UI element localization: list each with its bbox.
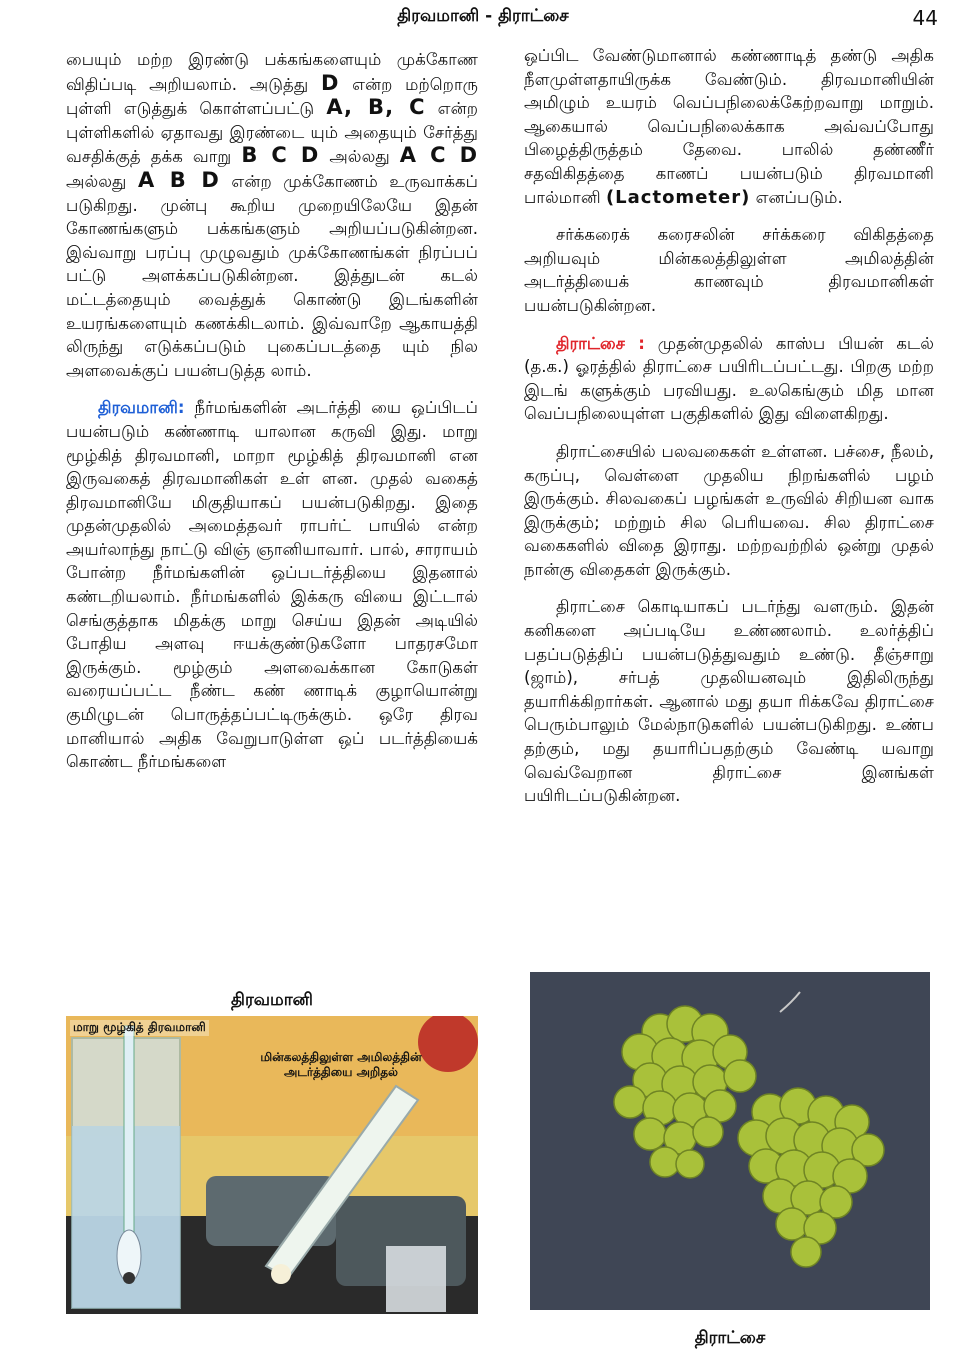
point-label: B C D <box>241 143 320 168</box>
text-run: என்ற புள்ளிகளில் ஏதாவது இரண்டை யும் அதையும் சேர்த்து வசதிக்குத் தக்க வாறு <box>66 99 478 167</box>
text-run: என்ற முக்கோணம் உருவாக்கப் படுகிறது. முன்பு கூறிய முறையிலேயே இதன் கோணங்களும் பக்கங்களும் அறியப்படுகின்றன. இவ்வாறு பரப்பு முழுவதும் முக்கோணங்கள் நிரப்பப் பட்டு அளக்கப்படுகின்றன. இத்துடன் கடல் மட்டத்தையும் வைத்துக் கொண்டு இடங்களின் உயரங்களையும் கணக்கிடலாம். இவ்வாறே ஆகாயத்தி லிருந்து எடுக்கப்படும் புகைப்படத்தை யும் நில அளவைக்குப் பயன்படுத்த லாம். <box>66 171 478 380</box>
text-run: அல்லது <box>329 147 390 167</box>
paragraph-uses: சர்க்கரைக் கரைசலின் சர்க்கரை விகிதத்தை அறியவும் மின்கலத்திலுள்ள அமிலத்தின் அடர்த்தியைக் காணவும் திரவமானிகள் பயன்படுகின்றன. <box>524 225 934 315</box>
text-run: அல்லது <box>66 171 127 191</box>
paragraph-grape-uses: திராட்சை கொடியாகப் படர்ந்து வளரும். இதன் கனிகளை அப்படியே உண்ணலாம். உலர்த்திப் பதப்படுத்திப் பயன்படுத்துவதும் உண்டு. தீஞ்சாறு (ஜாம்), சர்பத் முதலியனவும் இதிலிருந்து தயாரிக்கிறார்கள். ஆனால் மது தயா ரிக்கவே திராட்சை பெரும்பாலும் மேல்நாடுகளில் பயன்படுகிறது. உண்ப தற்கும், மது தயாரிப்பதற்கும் வேண்டி யவாறு வெவ்வேறான திராட்சை இனங்கள் பயிரிடப்படுகின்றன. <box>524 597 934 806</box>
text-run: என்ற மற்றொரு புள்ளி எடுத்துக் கொள்ளப்பட்டு <box>66 74 479 119</box>
paragraph-lactometer <box>524 44 934 209</box>
point-label: A C D <box>399 143 479 168</box>
grapes-caption: திராட்சை <box>694 1328 766 1348</box>
hydrometer-label-battery: மின்கலத்திலுள்ள அமிலத்தின் அடர்த்தியை அறிதல் <box>260 1050 422 1079</box>
lactometer-term: (Lactometer) <box>605 186 751 208</box>
hydrometer-photo <box>66 1016 478 1314</box>
right-column <box>524 44 934 822</box>
point-label: D <box>320 70 340 95</box>
text-run: முதன்முதலில் காஸ்ப பியன் கடல் (த.க.) ஓரத்தில் திராட்சை பயிரிடப்பட்டது. பிறகு மற்ற இடங் களுக்கும் பரவியது. உலகெங்கும் மித மான வெப்பநிலையுள்ள பகுதிகளில் இது விளைகிறது. <box>524 333 934 424</box>
text-run: ஒப்பிட வேண்டுமானால் கண்ணாடித் தண்டு அதிக நீளமுள்ளதாயிருக்க வேண்டும். திரவமானியின் அமிழும் உயரம் வெப்பநிலைக்கேற்றவாறு மாறும். ஆகையால் வெப்பநிலைக்காக அவ்வப்போது பிழைத்திருத்தம் தேவை. பாலில் தண்ணீர் சதவிகிதத்தை காணப் பயன்படும் திரவமானி பால்மானி <box>524 46 934 207</box>
paragraph-hydrometer <box>66 396 478 774</box>
hydrometer-caption: திரவமானி <box>231 990 313 1010</box>
point-label: A B D <box>137 167 220 192</box>
point-label: A, B, C <box>326 95 426 120</box>
paragraph-grape-varieties: திராட்சையில் பலவகைகள் உள்ளன. பச்சை, நீலம், கருப்பு, வெள்ளை முதலிய நிறங்களில் பழம் இருக்கும். சிலவகைப் பழங்கள் உருவில் சிறியன வாக இருக்கும்; மற்றும் சில பெரியவை. சில திராட்சை வகைகளில் விதை இராது. மற்றவற்றில் ஒன்று முதல் நான்கு விதைகள் இருக்கும். <box>524 441 934 579</box>
entry-term: திராட்சை : <box>556 333 645 353</box>
left-column <box>66 48 478 788</box>
grapes-photo <box>530 972 930 1310</box>
page-header <box>0 6 966 36</box>
text-run: பையும் மற்ற இரண்டு பக்கங்களையும் முக்கோண விதிப்படி அறியலாம். அடுத்து <box>66 50 478 94</box>
paragraph-grapes <box>524 332 934 426</box>
page-number: 44 <box>912 6 938 30</box>
grapes-illustration <box>530 972 930 1310</box>
paragraph-triangulation <box>66 48 478 382</box>
page-title: திரவமானி - திராட்சை <box>397 6 569 26</box>
text-run: நீர்மங்களின் அடர்த்தி யை ஒப்பிடப் பயன்படும் கண்ணாடி யாலான கருவி இது. மாறு மூழ்கித் திரவமானி, மாறா மூழ்கித் திரவமானி என இருவகைத் திரவமானிகள் உள் ளன. முதல் வகைத் திரவமானியே மிகுதியாகப் பயன்படுகிறது. இதை முதன்முதலில் அமைத்தவர் ராபர்ட் பாயில் என்ற அயர்லாந்து நாட்டு விஞ் ஞானியாவார். பால், சாராயம் போன்ற நீர்மங்களின் ஒப்படர்த்தியை இதனால் கண்டறியலாம். நீர்மங்களில் இக்கரு வியை இட்டால் செங்குத்தாக மிதக்கு மாறு செய்ய இதன் அடியில் போதிய அளவு ஈயக்குண்டுகளோ பாதரசமோ இருக்கும். மூழ்கும் அளவைக்கான கோடுகள் வரையப்பட்ட நீண்ட கண் ணாடிக் குழாயொன்று குமிழுடன் பொருத்தப்பட்டிருக்கும். ஒரே திரவ மானியால் அதிக வேறுபாடுள்ள ஒப் படர்த்தியைக் கொண்ட நீர்மங்களை <box>66 398 478 772</box>
entry-term: திரவமானி: <box>98 398 185 418</box>
text-run: எனப்படும். <box>755 187 843 207</box>
hydrometer-label-variable: மாறு மூழ்கித் திரவமானி <box>70 1020 209 1036</box>
